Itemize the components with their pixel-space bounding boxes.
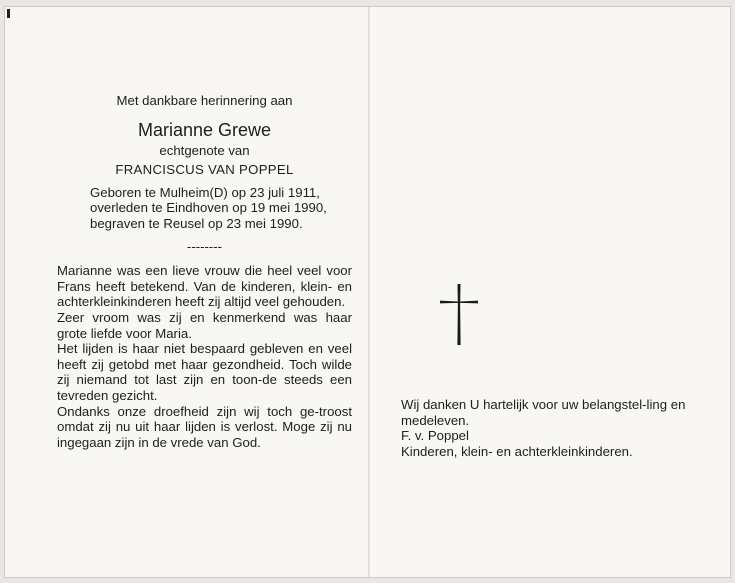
latin-cross-icon — [437, 282, 481, 353]
memorial-paragraph: Zeer vroom was zij en kenmerkend was haar grote liefde voor Maria. — [57, 309, 352, 341]
thanks-text: Wij danken U hartelijk voor uw belangstel-ling en medeleven. — [401, 397, 686, 428]
card-fold — [368, 7, 370, 577]
dates-block — [90, 185, 352, 232]
spouse-name: FRANCISCUS VAN POPPEL — [115, 162, 294, 178]
memorial-text — [57, 263, 352, 450]
left-panel — [57, 87, 352, 450]
deceased-name: Marianne Grewe — [137, 119, 272, 140]
right-panel — [401, 397, 687, 459]
death-line: overleden te Eindhoven op 19 mei 1990, — [90, 200, 327, 216]
memorial-paragraph: Het lijden is haar niet bespaard gebleven en veel heeft zij getobd met haar gezondheid. Toch wilde zij niemand tot last zijn en toon-de steeds een tevreden gezicht. — [57, 341, 352, 403]
signature-name: F. v. Poppel — [401, 428, 469, 444]
relation-line: echtgenote van — [159, 142, 250, 158]
memorial-paragraph: Marianne was een lieve vrouw die heel veel voor Frans heeft betekend. Van de kinderen, klein- en achterkleinkinderen heeft zij altijd veel gehouden. — [57, 263, 352, 310]
burial-line: begraven te Reusel op 23 mei 1990. — [90, 215, 303, 231]
corner-mark — [7, 9, 10, 18]
intro-line: Met dankbare herinnering aan — [116, 93, 293, 108]
memorial-paragraph: Ondanks onze droefheid zijn wij toch ge-troost omdat zij nu uit haar lijden is verlost. Moge zij nu ingegaan zijn in de vrede van God. — [57, 403, 352, 450]
birth-line: Geboren te Mulheim(D) op 23 juli 1911, — [90, 184, 320, 200]
separator: -------- — [186, 238, 223, 254]
memorial-card — [4, 6, 731, 578]
signature-family: Kinderen, klein- en achterkleinkinderen. — [401, 443, 633, 459]
